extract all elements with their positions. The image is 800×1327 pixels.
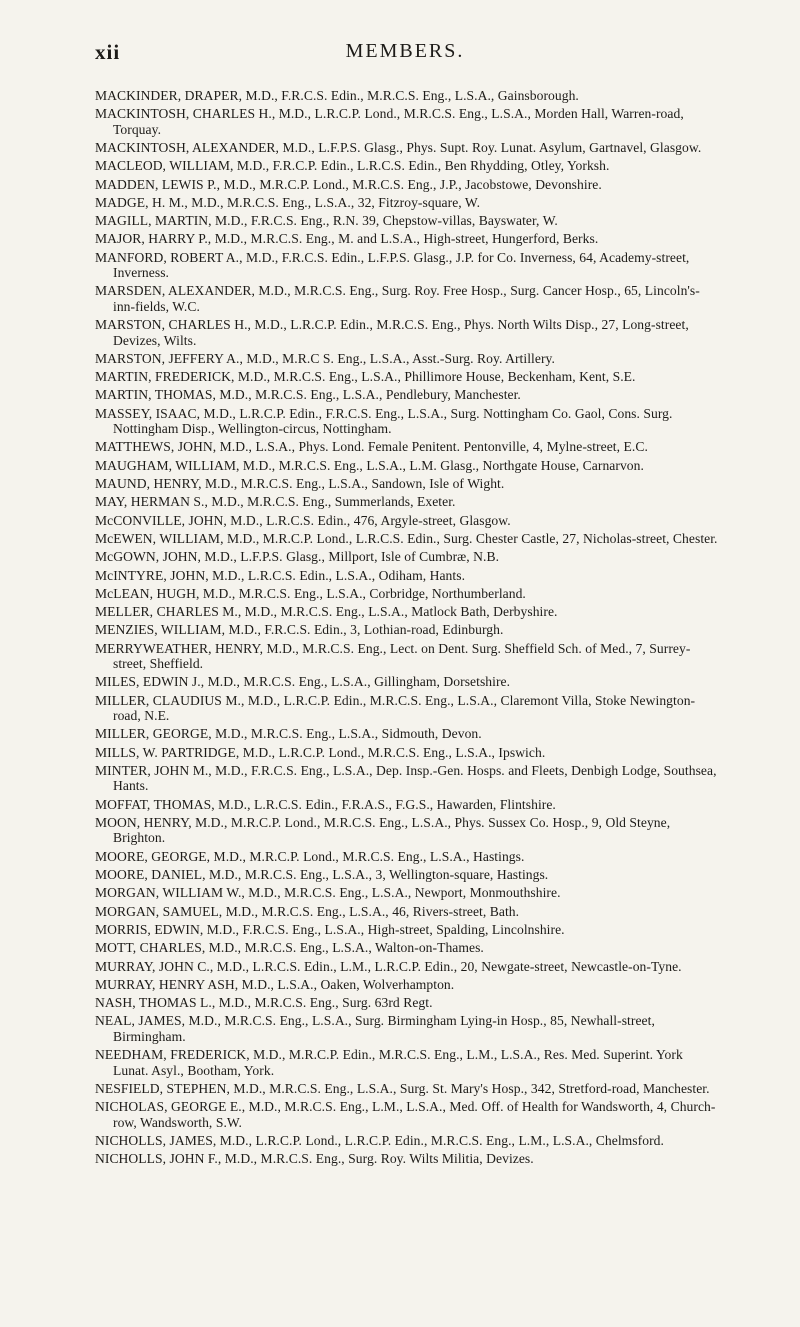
member-entry: NICHOLAS, GEORGE E., M.D., M.R.C.S. Eng., L.M., L.S.A., Med. Off. of Health for Wandsworth, 4, Church-row, Wandsworth, S.W. — [95, 1099, 716, 1130]
member-entry: MILLER, GEORGE, M.D., M.R.C.S. Eng., L.S.A., Sidmouth, Devon. — [95, 726, 482, 742]
member-entry: McGOWN, JOHN, M.D., L.F.P.S. Glasg., Millport, Isle of Cumbræ, N.B. — [95, 549, 500, 565]
member-entry: MACKINTOSH, CHARLES H., M.D., L.R.C.P. Lond., M.R.C.S. Eng., L.S.A., Morden Hall, Warren-road, Torquay. — [95, 106, 684, 137]
member-entry: MATTHEWS, JOHN, M.D., L.S.A., Phys. Lond. Female Penitent. Pentonville, 4, Mylne-street, E.C. — [95, 439, 648, 455]
member-entry: NICHOLLS, JAMES, M.D., L.R.C.P. Lond., L.R.C.P. Edin., M.R.C.S. Eng., L.M., L.S.A., Chelmsford. — [95, 1132, 664, 1148]
member-entry: MILES, EDWIN J., M.D., M.R.C.S. Eng., L.S.A., Gillingham, Dorsetshire. — [95, 674, 511, 690]
member-entry: MORRIS, EDWIN, M.D., F.R.C.S. Eng., L.S.A., High-street, Spalding, Lincolnshire. — [95, 921, 565, 937]
member-entry: MOFFAT, THOMAS, M.D., L.R.C.S. Edin., F.R.A.S., F.G.S., Hawarden, Flintshire. — [95, 796, 556, 812]
member-entry: MOORE, DANIEL, M.D., M.R.C.S. Eng., L.S.A., 3, Wellington-square, Hastings. — [95, 867, 549, 883]
member-entry: McCONVILLE, JOHN, M.D., L.R.C.S. Edin., 476, Argyle-street, Glasgow. — [95, 512, 511, 528]
member-entry: MORGAN, SAMUEL, M.D., M.R.C.S. Eng., L.S.A., 46, Rivers-street, Bath. — [95, 903, 520, 919]
member-entry: MOTT, CHARLES, M.D., M.R.C.S. Eng., L.S.A., Walton-on-Thames. — [95, 940, 484, 956]
member-entry: MAUGHAM, WILLIAM, M.D., M.R.C.S. Eng., L.S.A., L.M. Glasg., Northgate House, Carnarvon. — [95, 457, 644, 473]
page-header — [95, 40, 715, 66]
member-entry: MELLER, CHARLES M., M.D., M.R.C.S. Eng., L.S.A., Matlock Bath, Derbyshire. — [95, 604, 558, 620]
member-entry: NASH, THOMAS L., M.D., M.R.C.S. Eng., Surg. 63rd Regt. — [95, 995, 433, 1011]
member-entry: MAY, HERMAN S., M.D., M.R.C.S. Eng., Summerlands, Exeter. — [95, 494, 456, 510]
member-entry: MORGAN, WILLIAM W., M.D., M.R.C.S. Eng., L.S.A., Newport, Monmouthshire. — [95, 885, 561, 901]
member-entry: MARSTON, CHARLES H., M.D., L.R.C.P. Edin., M.R.C.S. Eng., Phys. North Wilts Disp., 27, Long-street, Devizes, Wilts. — [95, 317, 689, 348]
member-entry: MADDEN, LEWIS P., M.D., M.R.C.P. Lond., M.R.C.S. Eng., J.P., Jacobstowe, Devonshire. — [95, 176, 602, 192]
member-entry: MURRAY, HENRY ASH, M.D., L.S.A., Oaken, Wolverhampton. — [95, 976, 455, 992]
member-entry: MERRYWEATHER, HENRY, M.D., M.R.C.S. Eng., Lect. on Dent. Surg. Sheffield Sch. of Med., 7, Surrey-street, Sheffield. — [95, 640, 691, 672]
member-entry: MAUND, HENRY, M.D., M.R.C.S. Eng., L.S.A., Sandown, Isle of Wight. — [95, 476, 505, 492]
member-entry: MASSEY, ISAAC, M.D., L.R.C.P. Edin., F.R.C.S. Eng., L.S.A., Surg. Nottingham Co. Gaol, Cons. Surg. Nottingham Disp., Wellington-circus, Nottingham. — [95, 405, 673, 437]
member-entry: MADGE, H. M., M.D., M.R.C.S. Eng., L.S.A., 32, Fitzroy-square, W. — [95, 194, 481, 210]
member-entry: MARTIN, THOMAS, M.D., M.R.C.S. Eng., L.S.A., Pendlebury, Manchester. — [95, 387, 521, 403]
member-entry: NEEDHAM, FREDERICK, M.D., M.R.C.P. Edin., M.R.C.S. Eng., L.M., L.S.A., Res. Med. Superint. York Lunat. Asyl., Bootham, York. — [95, 1047, 683, 1078]
running-head: MEMBERS. — [345, 40, 465, 62]
member-entry: NESFIELD, STEPHEN, M.D., M.R.C.S. Eng., L.S.A., Surg. St. Mary's Hosp., 342, Stretford-road, Manchester. — [95, 1080, 710, 1096]
member-entry: MANFORD, ROBERT A., M.D., F.R.C.S. Edin., L.F.P.S. Glasg., J.P. for Co. Inverness, 64, Academy-street, Inverness. — [95, 249, 690, 281]
member-entry: MENZIES, WILLIAM, M.D., F.R.C.S. Edin., 3, Lothian-road, Edinburgh. — [95, 622, 504, 638]
member-entry: MILLS, W. PARTRIDGE, M.D., L.R.C.P. Lond., M.R.C.S. Eng., L.S.A., Ipswich. — [95, 744, 546, 760]
member-entry: MARSTON, JEFFERY A., M.D., M.R.C S. Eng., L.S.A., Asst.-Surg. Roy. Artillery. — [95, 350, 555, 366]
member-entry: MILLER, CLAUDIUS M., M.D., L.R.C.P. Edin., M.R.C.S. Eng., L.S.A., Claremont Villa, Stoke Newington-road, N.E. — [95, 692, 696, 724]
member-entry: McINTYRE, JOHN, M.D., L.R.C.S. Edin., L.S.A., Odiham, Hants. — [95, 567, 466, 583]
member-entry: MACKINDER, DRAPER, M.D., F.R.C.S. Edin., M.R.C.S. Eng., L.S.A., Gainsborough. — [95, 88, 579, 103]
page-number: xii — [95, 40, 121, 64]
member-entry: McLEAN, HUGH, M.D., M.R.C.S. Eng., L.S.A., Corbridge, Northumberland. — [95, 585, 526, 601]
member-entry: MARSDEN, ALEXANDER, M.D., M.R.C.S. Eng., Surg. Roy. Free Hosp., Surg. Cancer Hosp., 65, Lincoln's-inn-fields, W.C. — [95, 283, 700, 314]
member-entry: MINTER, JOHN M., M.D., F.R.C.S. Eng., L.S.A., Dep. Insp.-Gen. Hosps. and Fleets, Denbigh Lodge, Southsea, Hants. — [95, 763, 717, 794]
member-entry: MAGILL, MARTIN, M.D., F.R.C.S. Eng., R.N. 39, Chepstow-villas, Bayswater, W. — [95, 213, 558, 229]
member-entry: McEWEN, WILLIAM, M.D., M.R.C.P. Lond., L.R.C.S. Edin., Surg. Chester Castle, 27, Nicholas-street, Chester. — [95, 530, 718, 546]
member-entry: MACKINTOSH, ALEXANDER, M.D., L.F.P.S. Glasg., Phys. Supt. Roy. Lunat. Asylum, Gartnavel, Glasgow. — [95, 140, 702, 155]
member-entry: NEAL, JAMES, M.D., M.R.C.S. Eng., L.S.A., Surg. Birmingham Lying-in Hosp., 85, Newhall-street, Birmingham. — [95, 1013, 655, 1044]
member-entry: MOORE, GEORGE, M.D., M.R.C.P. Lond., M.R.C.S. Eng., L.S.A., Hastings. — [95, 848, 525, 864]
member-entry: MAJOR, HARRY P., M.D., M.R.C.S. Eng., M. and L.S.A., High-street, Hungerford, Berks. — [95, 231, 599, 247]
member-entry: MOON, HENRY, M.D., M.R.C.P. Lond., M.R.C.S. Eng., L.S.A., Phys. Sussex Co. Hosp., 9, Old Steyne, Brighton. — [95, 815, 671, 846]
member-entry: MURRAY, JOHN C., M.D., L.R.C.S. Edin., L.M., L.R.C.P. Edin., 20, Newgate-street, Newcastle-on-Tyne. — [95, 958, 682, 974]
member-entry: NICHOLLS, JOHN F., M.D., M.R.C.S. Eng., Surg. Roy. Wilts Militia, Devizes. — [95, 1151, 534, 1167]
member-entry: MARTIN, FREDERICK, M.D., M.R.C.S. Eng., L.S.A., Phillimore House, Beckenham, Kent, S.E. — [95, 369, 636, 385]
member-list — [95, 88, 720, 1169]
member-entry: MACLEOD, WILLIAM, M.D., F.R.C.P. Edin., L.R.C.S. Edin., Ben Rhydding, Otley, Yorksh. — [95, 158, 610, 174]
